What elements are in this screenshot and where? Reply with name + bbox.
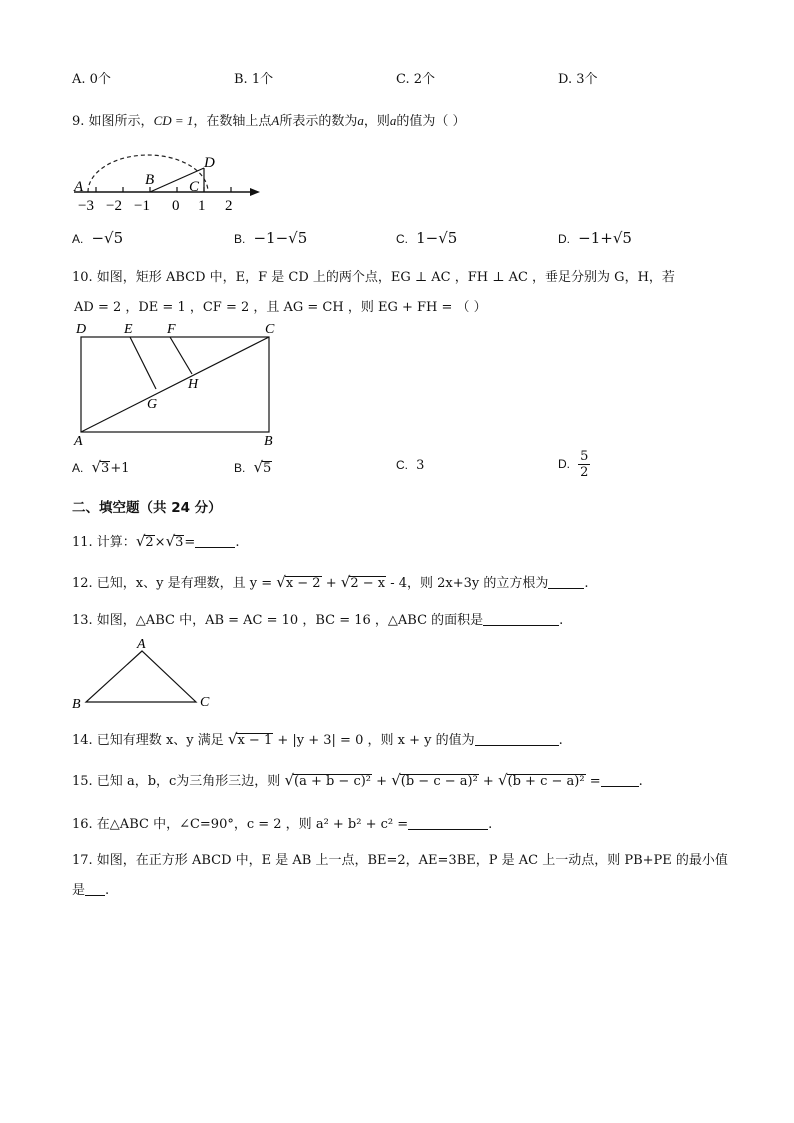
q9-option-c-label: C.	[396, 232, 408, 246]
answer-blank[interactable]	[548, 576, 584, 589]
q9-var2: a	[389, 113, 397, 128]
q9-option-b-label: B.	[234, 232, 246, 246]
q15-plus-2: +	[478, 774, 498, 789]
q10-option-a-tail: +1	[110, 461, 130, 476]
q9-label-b: B	[145, 172, 155, 188]
q15-equals: =	[585, 774, 601, 789]
q13-label-b: B	[72, 697, 81, 712]
q15: 15. 已知 a，b，c为三角形三边，则 √(a + b − c)² + √(b − c − a)² + √(b + c − a)² = .	[72, 771, 643, 789]
q9-axis-arrow-icon	[250, 188, 260, 196]
q15-plus-1: +	[372, 774, 392, 789]
fraction-numerator: 5	[580, 449, 589, 464]
q17-end: .	[105, 883, 110, 898]
q13-text: 13. 如图，△ABC 中，AB = AC = 10 ，BC = 16 ，△ABC 的面积是	[72, 613, 484, 628]
q13-label-a: A	[137, 637, 146, 652]
answer-blank[interactable]	[85, 883, 105, 896]
q15-end: .	[638, 774, 643, 789]
q9-ticks	[96, 187, 231, 192]
q8-option-a: A. 0个	[72, 72, 111, 87]
q8-option-b: B. 1个	[234, 72, 274, 87]
q12-text-post: - 4，则 2x+3y 的立方根为	[386, 576, 549, 591]
q13-triangle-figure	[68, 634, 218, 712]
q9-tick-label: 0	[172, 198, 180, 214]
q9-tick-label: −1	[134, 198, 150, 214]
q9-tick-label: 2	[225, 198, 233, 214]
q9-number-line-figure	[68, 148, 268, 218]
q14-text-mid: + |y + 3| = 0 ，则 x + y 的值为	[273, 733, 475, 748]
q12-end: .	[584, 576, 589, 591]
q9-label-a: A	[74, 179, 84, 195]
answer-blank[interactable]	[601, 774, 639, 787]
q13	[72, 609, 563, 628]
q9-cd-eq: CD = 1	[153, 113, 194, 128]
q9-tick-label: −2	[106, 198, 122, 214]
q15-radicand-3: (b + c − a)²	[507, 774, 585, 789]
q10-label-d: D	[76, 322, 87, 337]
q8-option-d: D. 3个	[558, 72, 598, 87]
q14-text: 14. 已知有理数 x、y 满足	[72, 733, 228, 748]
q10-option-c-label: C.	[396, 458, 408, 472]
q9-text: 如图所示，	[88, 114, 154, 129]
q10-option-a-radicand: 3	[101, 461, 110, 476]
fraction-denominator: 2	[580, 465, 589, 480]
q10-option-b: B. √5	[234, 458, 272, 476]
q11-end: .	[235, 535, 240, 550]
q10-stem-line2: AD = 2 ，DE = 1 ，CF = 2 ，且 AG = CH ，则 EG + FH = （ ）	[74, 300, 487, 315]
q9-option-a-value: −√5	[91, 229, 124, 247]
q10-option-d-label: D.	[558, 457, 570, 471]
q9-option-d-value: −1+√5	[578, 229, 632, 247]
q10-label-c: C	[265, 322, 275, 337]
q9-var: a	[357, 113, 364, 128]
q15-radicand-2: (b − c − a)²	[400, 774, 478, 789]
q9-text-mid2: 所表示的数为	[279, 114, 358, 129]
q9-tick-label: −3	[78, 198, 94, 214]
q14-end: .	[558, 733, 563, 748]
q10-diagonal-ac	[81, 337, 269, 432]
q9-option-c-value: 1−√5	[416, 229, 458, 247]
q9-text-mid3: ，则	[363, 114, 390, 129]
q12-radicand-1: x − 2	[285, 576, 321, 591]
q11: 11. 计算：√2×√3= .	[72, 532, 240, 550]
q17-line1: 17. 如图，在正方形 ABCD 中，E 是 AB 上一点，BE=2，AE=3BE，P 是 AC 上一动点，则 PB+PE 的最小值	[72, 853, 728, 868]
q11-radicand-a: 2	[145, 535, 154, 550]
q10-option-d-fraction	[578, 449, 590, 480]
q11-times: ×	[154, 535, 166, 550]
q14-radicand: x − 1	[237, 733, 273, 748]
q9-text-end: 的值为（ ）	[396, 114, 466, 129]
q9-option-a	[72, 229, 123, 247]
q11-text: 11. 计算：	[72, 535, 136, 550]
q15-radicand-1: (a + b − c)²	[294, 774, 372, 789]
q9-option-c	[396, 229, 457, 247]
q17-text: 是	[72, 883, 86, 898]
q9-option-d	[558, 229, 632, 247]
q10-option-b-radicand: 5	[263, 461, 272, 476]
q12-radicand-2: 2 − x	[350, 576, 386, 591]
q8-option-c: C. 2个	[396, 72, 436, 87]
q16	[72, 813, 492, 832]
q9-option-d-label: D.	[558, 232, 570, 246]
q10-option-d	[558, 449, 590, 480]
q11-radicand-b: 3	[175, 535, 184, 550]
q10-option-c-value: 3	[416, 458, 425, 473]
q13-triangle	[86, 651, 196, 702]
q10-label-b: B	[264, 434, 273, 448]
q9-label-c: C	[189, 179, 200, 195]
answer-blank[interactable]	[475, 733, 559, 746]
q12-text: 12. 已知，x、y 是有理数，且 y =	[72, 576, 277, 591]
q10-rectangle-figure	[70, 318, 290, 448]
q10-option-a: A. √3+1	[72, 458, 130, 476]
q10-segment-eg	[130, 337, 156, 389]
q14: 14. 已知有理数 x、y 满足 √x − 1 + |y + 3| = 0 ，则 x + y 的值为 .	[72, 730, 563, 748]
section-heading: 二、填空题（共 24 分）	[72, 500, 222, 516]
q12-plus: +	[321, 576, 341, 591]
answer-blank[interactable]	[408, 817, 488, 830]
q10-option-a-label: A.	[72, 461, 84, 475]
q11-equals: =	[184, 535, 196, 550]
q10-label-e: E	[124, 322, 133, 337]
q15-text: 15. 已知 a，b，c为三角形三边，则	[72, 774, 285, 789]
q9-option-a-label: A.	[72, 232, 84, 246]
q9-option-b	[234, 229, 307, 247]
q9-number: 9.	[72, 114, 85, 129]
q16-end: .	[488, 817, 493, 832]
q9-text-mid: ，在数轴上点	[193, 114, 272, 129]
q10-segment-fh	[170, 337, 192, 374]
q10-label-a: A	[74, 434, 83, 448]
q16-text: 16. 在△ABC 中，∠C=90°，c = 2 ，则 a² + b² + c² =	[72, 817, 409, 832]
q13-end: .	[559, 613, 564, 628]
q9-point: A	[271, 113, 280, 128]
q9-option-b-value: −1−√5	[253, 229, 308, 247]
q10-label-g: G	[147, 397, 158, 412]
q10-option-c	[396, 458, 424, 473]
q10-label-f: F	[167, 322, 176, 337]
answer-blank[interactable]	[195, 535, 235, 548]
q9-label-d: D	[204, 155, 215, 171]
q9-tick-label: 1	[198, 198, 206, 214]
q10-label-h: H	[188, 377, 199, 392]
q17-line2	[72, 879, 109, 898]
q10-stem-line1: 10. 如图，矩形 ABCD 中，E，F 是 CD 上的两个点，EG ⊥ AC ，FH ⊥ AC ，垂足分别为 G，H，若	[72, 270, 675, 285]
q13-label-c: C	[200, 695, 210, 710]
q12: 12. 已知，x、y 是有理数，且 y = √x − 2 + √2 − x - 4，则 2x+3y 的立方根为 .	[72, 573, 589, 591]
answer-blank[interactable]	[483, 613, 559, 626]
q9-stem	[72, 110, 466, 129]
q10-option-b-label: B.	[234, 461, 246, 475]
